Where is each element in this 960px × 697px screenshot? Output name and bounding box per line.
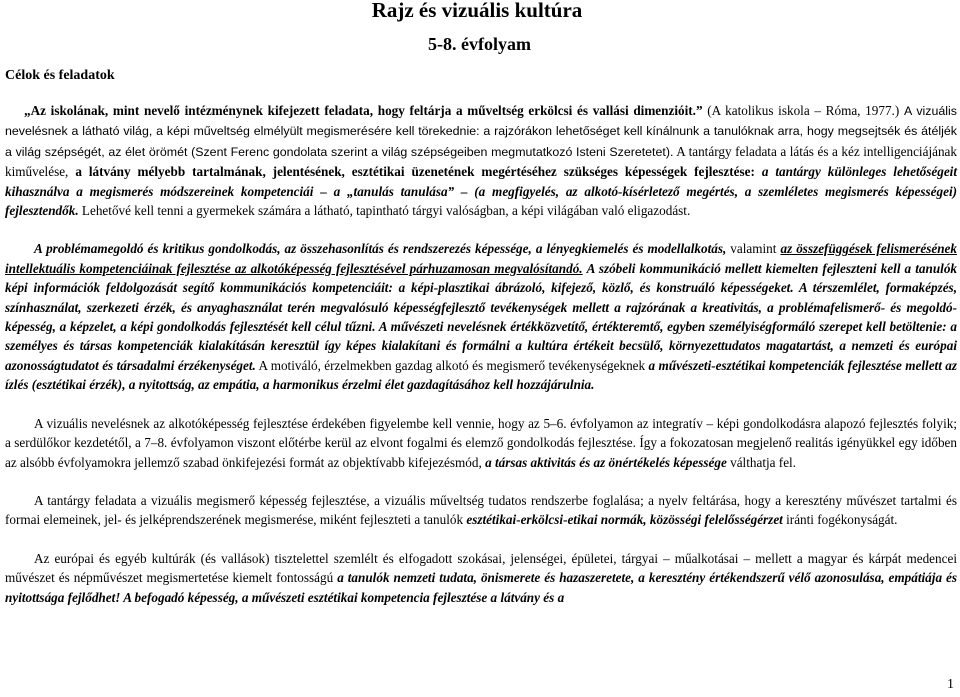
paragraph-task	[5, 491, 957, 530]
text-run: (A katolikus iskola – Róma, 1977.)	[702, 103, 904, 118]
text-run: az összefüggések felismerésének intellektuális kompetenciáinak fejlesztése az alkotóképesség fejlesztésével párhuzamosan megvalósítandó.	[5, 241, 957, 276]
text-run: válthatja fel.	[726, 454, 797, 470]
text-run: A vizuális nevelésnek a látható világ, a képi műveltség elmélyült megismerésére kell törekednie: a rajzórákon lehetőséget kell kínálnunk a tanulóknak arra, hogy megsejtsék és átéljék a világ szépségét, az élet örömét (Szent Ferenc gondolata szerint a világ szépségeiben megmutatkozó Isteni Szeretetet).	[5, 104, 957, 159]
text-run: A tantárgy feladata a látás és a kéz intelligenciájának kiművelése,	[5, 143, 957, 180]
text-run: iránti fogékonyságát.	[782, 512, 898, 528]
text-run: esztétikai-erkölcsi-etikai normák, közösségi felelősségérzet	[466, 512, 783, 528]
text-run	[755, 164, 762, 179]
text-run: A problémamegoldó és kritikus gondolkodás, az összehasonlítás és rendszerezés képessége, a lényegkiemelés és modellalkotás,	[34, 241, 727, 257]
section-heading: Célok és feladatok	[5, 68, 115, 83]
paragraph-intro	[5, 101, 957, 220]
text-run: Az európai és egyéb kultúrák (és vallások) tisztelettel szemlélt és elfogadott szokásai, jelenségei, épületei, tárgyai – műalkotásai – mellett a magyar és kárpát medencei művészet és népművészet megismertetése kiemelt fontosságú	[5, 550, 957, 586]
text-run: valamint	[726, 241, 781, 257]
text-run: A motiváló, érzelmekben gazdag alkotó és megismerő tevékenységeknek	[255, 357, 649, 373]
text-run: A szóbeli kommunikáció mellett kiemelten fejleszteni kell a tanulók képi információk feldolgozását segítő kommunikációs kompetenciáit: a képi-plasztikai ábrázoló, kifejező, közlő, és konstruáló képességeket. A térszemlélet, formaképzés, színhasználat, szerkezeti érzék, és anyaghasználat terén megvalósuló képességfejlesztő tevékenységek mellett a rajzórának a kreativitás, a problémafelismerő- és megoldó-képesség, a képzelet, a képi gondolkodás fejlesztését kell célul tűzni. A művészeti nevelésnek értékközvetítő, értékteremtő, egyben személyiségformáló szerepet kell betöltenie: a személyes és társas kompetenciák kialakításán keresztül így képes kialakítani és formálni a kultúra értékeit becsülő, környezettudatos magatartást, a nemzeti és európai azonosságtudatot és társadalmi érzékenységet.	[5, 260, 958, 373]
text-run: a látvány mélyebb tartalmának, jelentésének, esztétikai üzenetének megértéséhez szükséges képességek fejlesztése:	[75, 164, 755, 180]
text-run: A tantárgy feladata a vizuális megismerő képesség fejlesztése, a vizuális műveltség tudatos rendszerbe foglalása; a nyelv feltárása, hogy a keresztény művészet tartalmi és formai elemeinek, jel- és jelképrendszerének megismerése, miként fejleszteti a tanulók	[5, 492, 957, 528]
document-body	[5, 101, 957, 607]
paragraph-culture	[5, 549, 957, 607]
paragraph-development	[5, 414, 957, 472]
text-run: a művészeti-esztétikai kompetenciák fejlesztése mellett az ízlés (esztétikai érzék), a nyitottság, az empátia, a harmonikus érzelmi élet gazdagításához kell hozzájárulnia.	[5, 357, 958, 393]
paragraph-competencies	[5, 239, 957, 394]
page-number: 1	[947, 677, 954, 692]
title-block	[0, 0, 960, 23]
text-run: Lehetővé kell tenni a gyermekek számára a látható, tapintható tárgyi valóságban, a képi világában való eligazodást.	[78, 203, 691, 219]
text-run: a társas aktivitás és az önértékelés képessége	[485, 454, 727, 470]
text-run: „Az iskolának, mint nevelő intézménynek kifejezett feladata, hogy feltárja a műveltség erkölcsi és vallási dimenzióit.”	[24, 103, 703, 118]
text-run: A vizuális nevelésnek az alkotóképesség fejlesztése érdekében figyelembe kell vennie, hogy az 5–6. évfolyamon az integratív – képi gondolkodásra alapozó fejlesztés folyik; a serdülőkor kezdetétől, a 7–8. évfolyamon viszont előtérbe kerül az elvont fogalmi és elemző gondolkodás fejlesztése. Így a fokozatosan megjelenő realitás igényükkel egy időben az alsóbb évfolyamokra jellemző szabad önkifejezési formát az objektívabb kifejezésmód,	[5, 415, 957, 470]
document-title: Rajz és vizuális kultúra	[371, 0, 583, 22]
text-run: a tantárgy különleges lehetőségeit kihasználva a megismerés módszereinek kompetenciái – a „tanulás tanulása” – (a megfigyelés, az alkotó-kísérletező megértés, a szemléletes megismerés képességei) fejlesztendők.	[5, 164, 958, 219]
text-run: a tanulók nemzeti tudata, önismerete és hazaszeretete, a keresztény értékendszerű vélő azonosulása, empátiája és nyitottsága fejlődhet! A befogadó képesség, a művészeti esztétikai kompetencia fejlesztése a látvány és a	[5, 570, 957, 605]
grade-subtitle: 5-8. évfolyam	[428, 34, 531, 54]
